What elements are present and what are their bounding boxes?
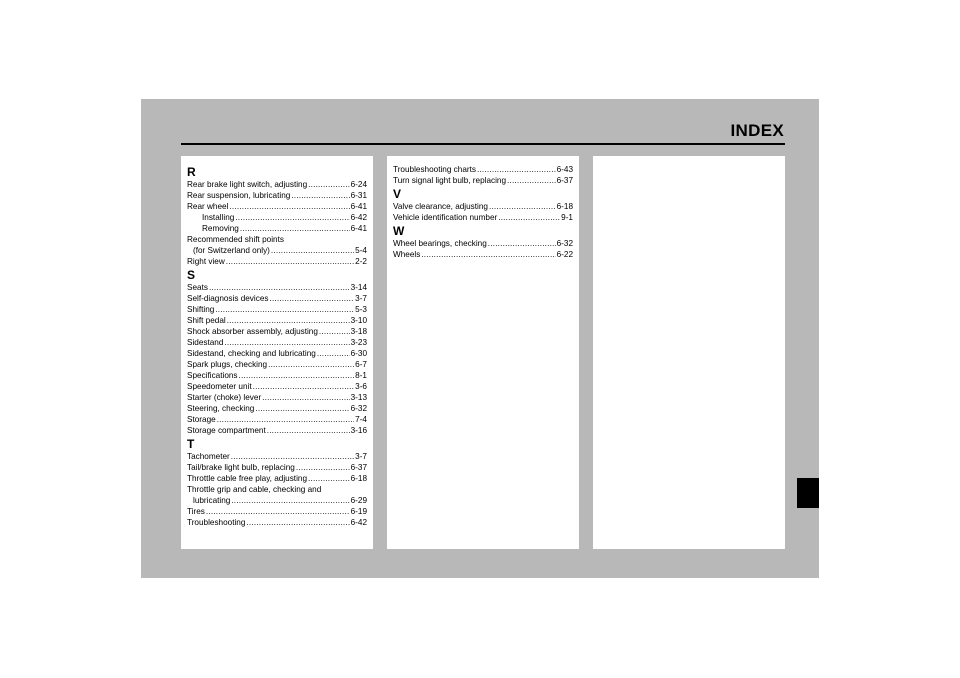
index-entry-heading: Throttle grip and cable, checking and [187, 485, 322, 494]
index-letter-v: V [393, 187, 402, 201]
index-entry-heading: Recommended shift points [187, 235, 284, 244]
index-subentry[interactable]: Installing ..... 6-42 [187, 212, 367, 223]
index-entry[interactable]: Shock absorber assembly, adjusting ..... 3-18 [187, 326, 367, 337]
index-entry[interactable]: Speedometer unit ..... 3-6 [187, 381, 367, 392]
index-entry[interactable]: Vehicle identification number ..... 9-1 [393, 212, 573, 223]
index-letter-w: W [393, 224, 405, 238]
index-column-1 [181, 156, 373, 549]
index-entry[interactable]: Shifting ..... 5-3 [187, 304, 367, 315]
index-entry-continued[interactable]: lubricating ..... 6-29 [187, 495, 367, 506]
index-entry[interactable]: Rear suspension, lubricating ..... 6-31 [187, 190, 367, 201]
index-entry[interactable]: Tachometer ..... 3-7 [187, 451, 367, 462]
page-title: INDEX [730, 121, 784, 140]
index-page [141, 99, 819, 578]
index-entry[interactable]: Spark plugs, checking ..... 6-7 [187, 359, 367, 370]
index-letter-s: S [187, 268, 196, 282]
index-entry[interactable]: Self-diagnosis devices ..... 3-7 [187, 293, 367, 304]
index-entry-continued[interactable]: (for Switzerland only) ..... 5-4 [187, 245, 367, 256]
index-entry[interactable]: Shift pedal ..... 3-10 [187, 315, 367, 326]
index-entry[interactable]: Seats ..... 3-14 [187, 282, 367, 293]
index-subentry[interactable]: Removing ..... 6-41 [187, 223, 367, 234]
index-entry[interactable]: Turn signal light bulb, replacing ..... 6-37 [393, 175, 573, 186]
index-entry[interactable]: Sidestand ..... 3-23 [187, 337, 367, 348]
index-column-2 [387, 156, 579, 549]
index-entry[interactable]: Storage compartment ..... 3-16 [187, 425, 367, 436]
index-entry[interactable]: Rear wheel ..... 6-41 [187, 201, 367, 212]
index-entry[interactable]: Rear brake light switch, adjusting ..... 6-24 [187, 179, 367, 190]
index-entry[interactable]: Specifications ..... 8-1 [187, 370, 367, 381]
index-entry[interactable]: Wheel bearings, checking ..... 6-32 [393, 238, 573, 249]
index-letter-t: T [187, 437, 195, 451]
index-entry[interactable]: Storage ..... 7-4 [187, 414, 367, 425]
index-entry[interactable]: Tail/brake light bulb, replacing ..... 6-37 [187, 462, 367, 473]
index-letter-r: R [187, 165, 196, 179]
index-entry[interactable]: Sidestand, checking and lubricating ..... 6-30 [187, 348, 367, 359]
index-entry[interactable]: Throttle cable free play, adjusting ..... 6-18 [187, 473, 367, 484]
index-entry[interactable]: Starter (choke) lever ..... 3-13 [187, 392, 367, 403]
title-rule [181, 143, 785, 145]
section-tab-marker [797, 478, 819, 508]
index-entry[interactable]: Troubleshooting charts ..... 6-43 [393, 164, 573, 175]
index-entry[interactable]: Right view ..... 2-2 [187, 256, 367, 267]
index-entry[interactable]: Valve clearance, adjusting ..... 6-18 [393, 201, 573, 212]
index-entry[interactable]: Troubleshooting ..... 6-42 [187, 517, 367, 528]
index-column-3 [593, 156, 785, 549]
index-entry[interactable]: Steering, checking ..... 6-32 [187, 403, 367, 414]
index-entry[interactable]: Tires ..... 6-19 [187, 506, 367, 517]
index-entry[interactable]: Wheels ..... 6-22 [393, 249, 573, 260]
